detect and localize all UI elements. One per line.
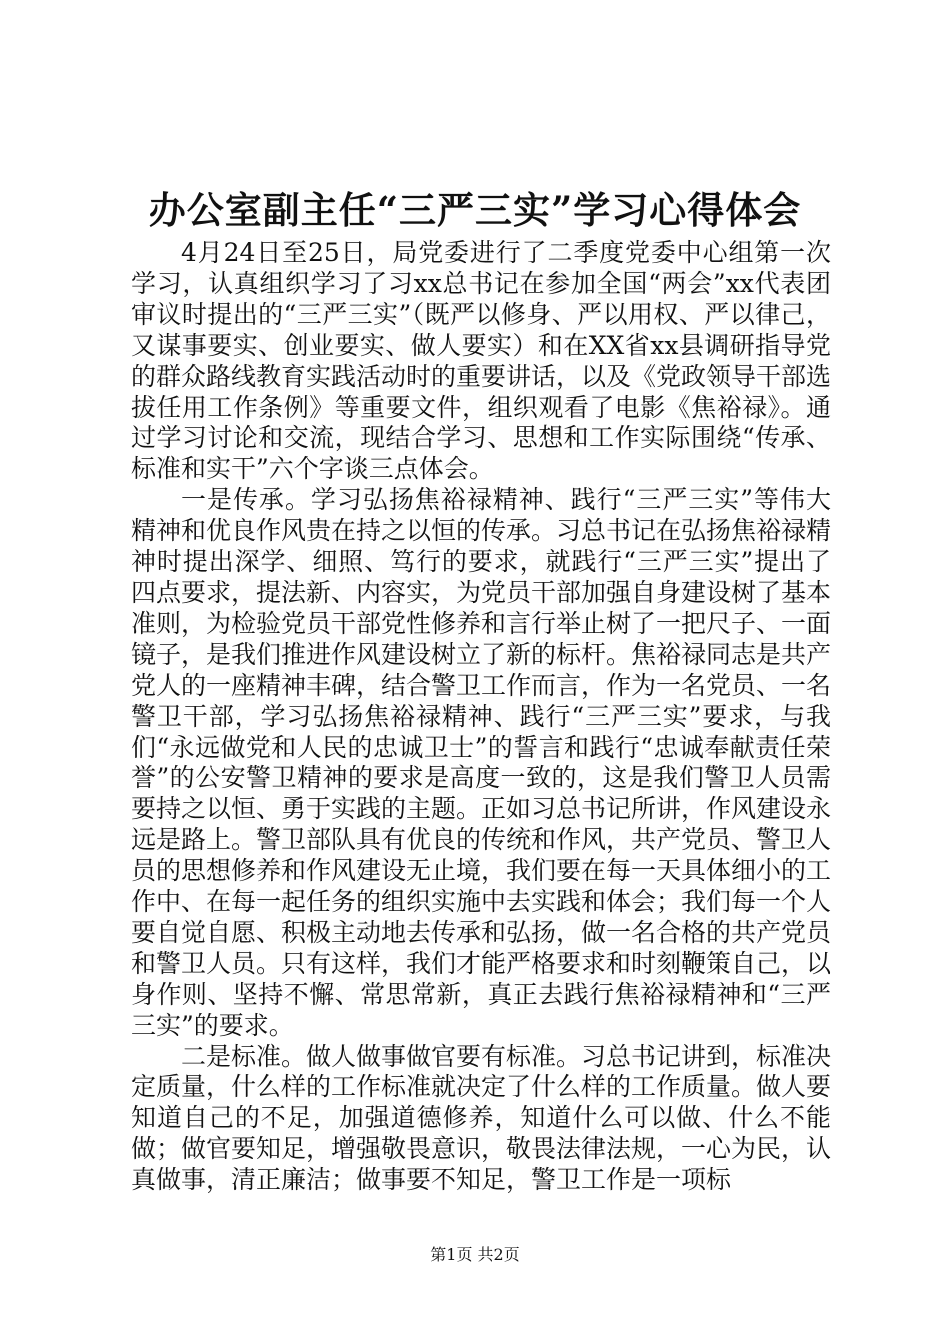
paragraph-inheritance: 一是传承。学习弘扬焦裕禄精神、践行“三严三实”等伟大精神和优良作风贵在持之以恒的传承。习总书记在弘扬焦裕禄精神时提出深学、细照、笃行的要求，就践行“三严三实”提出了四点要求，提法新、内容实，为党员干部加强自身建设树了基本准则，为检验党员干部党性修养和言行举止树了一把尺子、一面镜子，是我们推进作风建设树立了新的标杆。焦裕禄同志是共产党人的一座精神丰碑，结合警卫工作而言，作为一名党员、一名警卫干部，学习弘扬焦裕禄精神、践行“三严三实”要求，与我们“永远做党和人民的忠诚卫士”的誓言和践行“忠诚奉献责任荣誉”的公安警卫精神的要求是高度一致的，这是我们警卫人员需要持之以恒、勇于实践的主题。正如习总书记所讲，作风建设永远是路上。警卫部队具有优良的传统和作风，共产党员、警卫人员的思想修养和作风建设无止境，我们要在每一天具体细小的工作中、在每一起任务的组织实施中去实践和体会；我们每一个人要自觉自愿、积极主动地去传承和弘扬，做一名合格的共产党员和警卫人员。只有这样，我们才能严格要求和时刻鞭策自己，以身作则、坚持不懈、常思常新，真正去践行焦裕禄精神和“三严三实”的要求。 [131, 485, 832, 1040]
paragraph-intro: 4月24日至25日，局党委进行了二季度党委中心组第一次学习，认真组织学习了习xx总书记在参加全国“两会”xx代表团审议时提出的“三严三实”（既严以修身、严以用权、严以律己，又谋事要实、创业要实、做人要实）和在XX省xx县调研指导党的群众路线教育实践活动时的重要讲话，以及《党政领导干部选拔任用工作条例》等重要文件，组织观看了电影《焦裕禄》。通过学习讨论和交流，现结合学习、思想和工作实际围绕“传承、标准和实干”六个字谈三点体会。 [131, 238, 832, 484]
paragraph-standard: 二是标准。做人做事做官要有标准。习总书记讲到，标准决定质量，什么样的工作标准就决定了什么样的工作质量。做人要知道自己的不足，加强道德修养，知道什么可以做、什么不能做；做官要知足，增强敬畏意识，敬畏法律法规，一心为民，认真做事，清正廉洁；做事要不知足，警卫工作是一项标 [131, 1041, 832, 1195]
page-number: 第1页 共2页 [430, 1245, 520, 1264]
document-body [131, 238, 831, 1196]
document-title: 办公室副主任“三严三实”学习心得体会 [148, 188, 802, 232]
